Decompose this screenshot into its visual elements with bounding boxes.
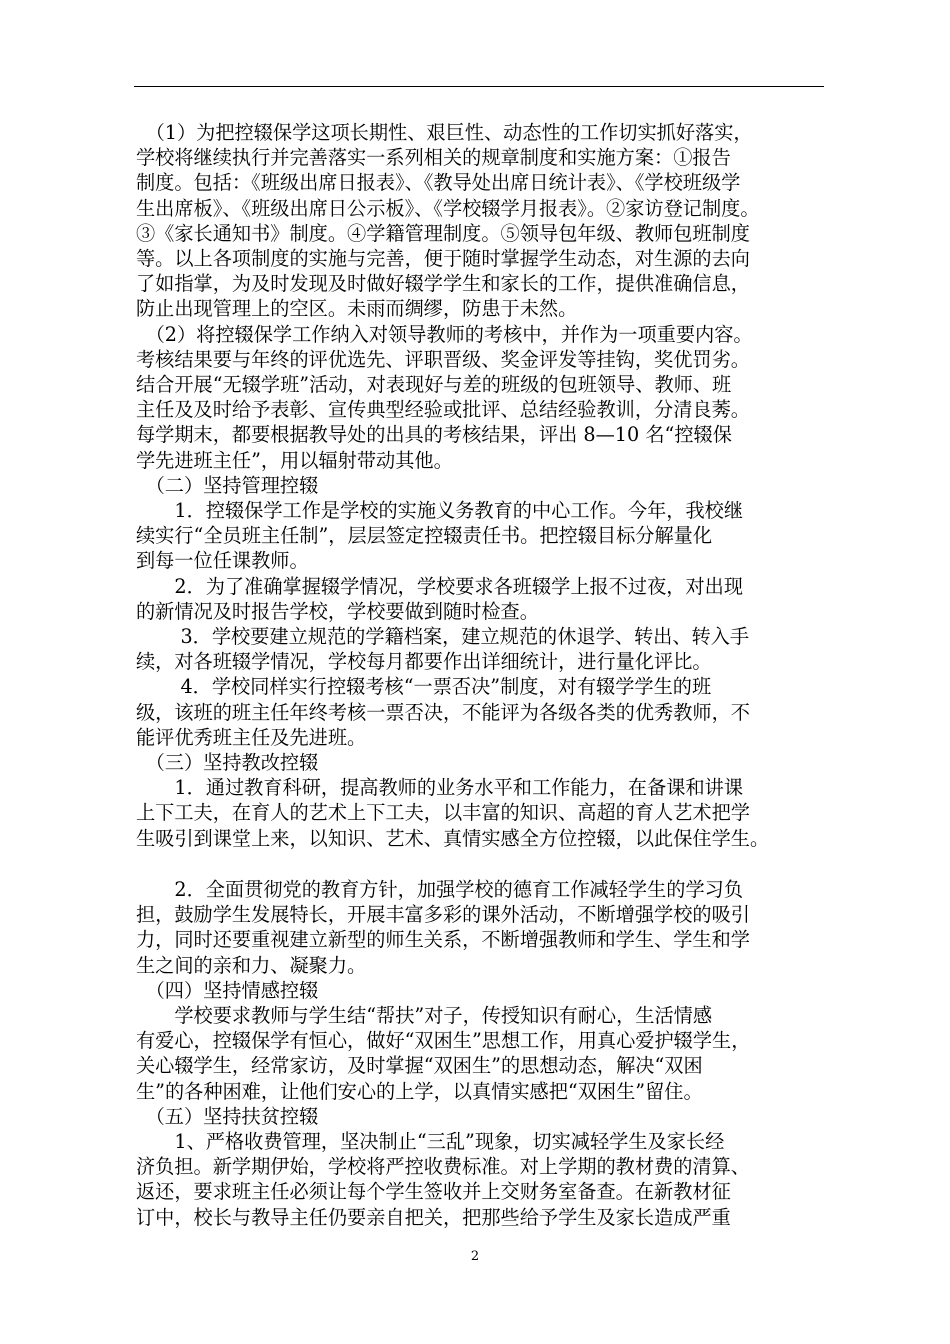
- text-line: （2）将控辍保学工作纳入对领导教师的考核中，并作为一项重要内容。: [136, 322, 753, 346]
- text-line: （五）坚持扶贫控辍: [136, 1104, 319, 1128]
- text-line: 防止出现管理上的空区。未雨而绸缪，防患于未然。: [136, 297, 578, 321]
- text-line: 关心辍学生，经常家访，及时掌握“双困生”的思想动态，解决“双困: [136, 1054, 703, 1078]
- document-body: [136, 120, 824, 1230]
- blank-line: [136, 851, 824, 877]
- text-line: 能评优秀班主任及先进班。: [136, 725, 367, 749]
- text-line: 等。以上各项制度的实施与完善，便于随时掌握学生动态，对生源的去向: [136, 247, 750, 271]
- text-line: 济负担。新学期伊始，学校将严控收费标准。对上学期的教材费的清算、: [136, 1155, 750, 1179]
- text-line: 学先进班主任”，用以辐射带动其他。: [136, 448, 453, 472]
- text-line: 3．学校要建立规范的学籍档案，建立规范的休退学、转出、转入手: [136, 625, 750, 649]
- text-line: 2．为了准确掌握辍学情况，学校要求各班辍学上报不过夜，对出现: [136, 574, 744, 598]
- text-line: （四）坚持情感控辍: [136, 978, 319, 1002]
- text-line: 生”的各种困难，让他们安心的上学，以真情实感把“双困生”留住。: [136, 1079, 703, 1103]
- text-line: ③《家长通知书》制度。④学籍管理制度。⑤领导包年级、教师包班制度: [136, 221, 750, 245]
- text-line: （二）坚持管理控辍: [136, 473, 319, 497]
- text-line: 4．学校同样实行控辍考核“一票否决”制度，对有辍学学生的班: [136, 675, 712, 699]
- text-line: 有爱心，控辍保学有恒心，做好“双困生”思想工作，用真心爱护辍学生，: [136, 1029, 751, 1053]
- text-line: 级，该班的班主任年终考核一票否决，不能评为各级各类的优秀教师，不: [136, 700, 750, 724]
- text-line: 力，同时还要重视建立新型的师生关系，不断增强教师和学生、学生和学: [136, 928, 750, 952]
- page-number: 2: [470, 1249, 480, 1264]
- text-line: 返还，要求班主任必须让每个学生签收并上交财务室备查。在新教材征: [136, 1180, 731, 1204]
- text-line: 生出席板》、《班级出席日公示板》、《学校辍学月报表》。②家访登记制度。: [136, 196, 760, 220]
- header-rule: [134, 86, 824, 87]
- text-line: 续实行“全员班主任制”，层层签定控辍责任书。把控辍目标分解量化: [136, 524, 713, 548]
- text-line: 的新情况及时报告学校，学校要做到随时检查。: [136, 599, 539, 623]
- text-line: 生吸引到课堂上来，以知识、艺术、真情实感全方位控辍，以此保住学生。: [136, 826, 770, 850]
- text-line: 到每一位任课教师。: [136, 549, 309, 573]
- text-line: 主任及及时给予表彰、宣传典型经验或批评、总结经验教训，分清良莠。: [136, 398, 750, 422]
- text-line: 制度。包括：《班级出席日报表》、《教导处出席日统计表》、《学校班级学: [136, 171, 741, 195]
- text-line: 1、严格收费管理，坚决制止“三乱”现象，切实减轻学生及家长经: [136, 1129, 725, 1153]
- text-line: 2．全面贯彻党的教育方针，加强学校的德育工作减轻学生的学习负: [136, 877, 744, 901]
- text-line: 考核结果要与年终的评优选先、评职晋级、奖金评发等挂钩，奖优罚劣。: [136, 347, 750, 371]
- text-line: 1．控辍保学工作是学校的实施义务教育的中心工作。今年，我校继: [136, 499, 744, 523]
- text-line: 1．通过教育科研，提高教师的业务水平和工作能力，在备课和讲课: [136, 776, 744, 800]
- text-line: 担，鼓励学生发展特长，开展丰富多彩的课外活动，不断增强学校的吸引: [136, 903, 750, 927]
- text-line: 订中，校长与教导主任仍要亲自把关，把那些给予学生及家长造成严重: [136, 1205, 731, 1229]
- text-line: 结合开展“无辍学班”活动，对表现好与差的班级的包班领导、教师、班: [136, 373, 732, 397]
- text-line: 续，对各班辍学情况，学校每月都要作出详细统计，进行量化评比。: [136, 650, 712, 674]
- text-line: 上下工夫，在育人的艺术上下工夫，以丰富的知识、高超的育人艺术把学: [136, 801, 750, 825]
- text-line: 每学期末，都要根据教导处的出具的考核结果，评出 8—10 名“控辍保: [136, 423, 732, 447]
- text-line: 学校将继续执行并完善落实一系列相关的规章制度和实施方案：①报告: [136, 146, 731, 170]
- text-line: 学校要求教师与学生结“帮扶”对子，传授知识有耐心，生活情感: [136, 1003, 713, 1027]
- text-line: 生之间的亲和力、凝聚力。: [136, 953, 367, 977]
- text-line: （三）坚持教改控辍: [136, 751, 319, 775]
- text-line: （1）为把控辍保学这项长期性、艰巨性、动态性的工作切实抓好落实，: [136, 121, 753, 144]
- text-line: 了如指掌，为及时发现及时做好辍学学生和家长的工作，提供准确信息，: [136, 272, 750, 296]
